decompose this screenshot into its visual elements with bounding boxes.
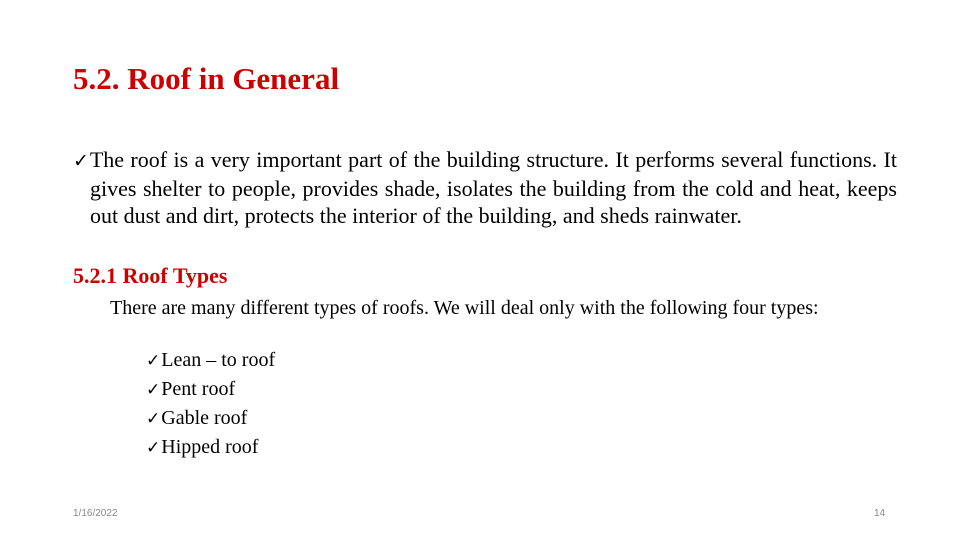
roof-type-label: Pent roof [161, 378, 236, 400]
checkmark-icon: ✓ [146, 351, 161, 371]
checkmark-icon: ✓ [146, 409, 161, 429]
slide-title: 5.2. Roof in General [73, 61, 340, 96]
checkmark-icon: ✓ [73, 150, 90, 172]
checkmark-icon: ✓ [146, 380, 161, 400]
list-item [146, 346, 275, 375]
roof-types-intro: There are many different types of roofs. We will deal only with the following four types: [110, 297, 819, 319]
intro-paragraph [73, 146, 897, 229]
roof-type-label: Gable roof [161, 407, 248, 429]
list-item [146, 404, 275, 433]
roof-types-list [146, 346, 275, 462]
checkmark-icon: ✓ [146, 438, 161, 458]
subheading-roof-types: 5.2.1 Roof Types [73, 263, 228, 288]
intro-paragraph-text: The roof is a very important part of the building structure. It performs several functions. It gives shelter to people, provides shade, isolates the building from the cold and heat, keeps out dust and dirt, protects the interior of the building, and sheds rainwater. [89, 147, 897, 228]
list-item [146, 433, 275, 462]
list-item [146, 375, 275, 404]
footer-date: 1/16/2022 [73, 508, 118, 519]
footer-page-number: 14 [874, 508, 886, 519]
roof-type-label: Lean – to roof [161, 349, 276, 371]
roof-type-label: Hipped roof [161, 436, 259, 458]
